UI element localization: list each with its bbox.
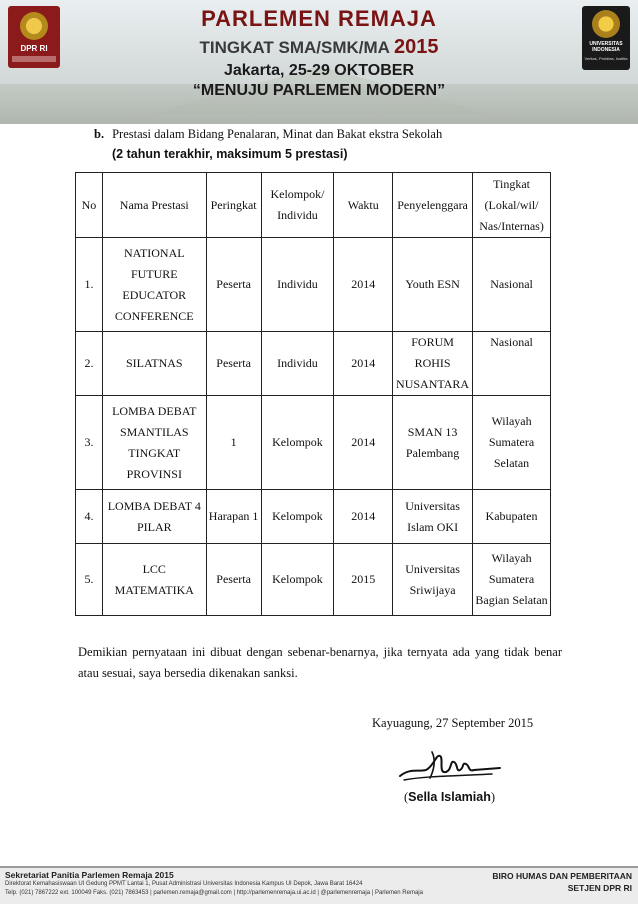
cell-nama: LOMBA DEBAT 4 PILAR xyxy=(102,490,206,544)
section-note: (2 tahun terakhir, maksimum 5 prestasi) xyxy=(112,147,348,161)
dpr-ri-logo-text: DPR RI xyxy=(20,44,48,53)
signature-icon xyxy=(396,746,506,786)
letterhead-footer xyxy=(0,866,638,904)
cell-nama: LCC MATEMATIKA xyxy=(102,544,206,616)
cell-tingkat: Nasional xyxy=(473,238,551,332)
cell-peringkat: Harapan 1 xyxy=(206,490,261,544)
achievement-table xyxy=(75,172,551,616)
cell-kelompok: Kelompok xyxy=(261,490,334,544)
signer-name-text: Sella Islamiah xyxy=(408,790,491,804)
header-cell: Peringkat xyxy=(206,173,261,238)
event-title: PARLEMEN REMAJA xyxy=(201,6,437,31)
cell-penyelenggara: SMAN 13 Palembang xyxy=(393,396,473,490)
cell-no: 4. xyxy=(76,490,103,544)
cell-waktu: 2014 xyxy=(334,238,393,332)
header-cell: No xyxy=(76,173,103,238)
event-level: TINGKAT SMA/SMK/MA xyxy=(199,38,390,57)
makara-emblem-icon xyxy=(592,10,620,38)
cell-waktu: 2014 xyxy=(334,332,393,396)
table-row xyxy=(76,396,551,490)
cell-kelompok: Individu xyxy=(261,238,334,332)
cell-peringkat: 1 xyxy=(206,396,261,490)
header-cell: Nama Prestasi xyxy=(102,173,206,238)
cell-peringkat: Peserta xyxy=(206,332,261,396)
cell-waktu: 2015 xyxy=(334,544,393,616)
table-row xyxy=(76,332,551,396)
closing-statement: Demikian pernyataan ini dibuat dengan sebenar-benarnya, jika ternyata ada yang tidak benar atau sesuai, saya bersedia dikenakan sanksi. xyxy=(78,645,562,680)
cell-no: 3. xyxy=(76,396,103,490)
cell-tingkat: Kabupaten xyxy=(473,490,551,544)
header-cell: Kelompok/ Individu xyxy=(261,173,334,238)
cell-penyelenggara: Youth ESN xyxy=(393,238,473,332)
cell-no: 1. xyxy=(76,238,103,332)
footer-address: Direktorat Kemahasiswaan UI Gedung PPMT Lantai 1, Pusat Administrasi Universitas Indonesia Kampus UI Depok, Jawa Barat 16424 xyxy=(5,881,363,887)
event-place-date: Jakarta, 25-29 OKTOBER xyxy=(223,62,414,79)
cell-waktu: 2014 xyxy=(334,396,393,490)
cell-peringkat: Peserta xyxy=(206,238,261,332)
ui-logo-motto: Veritas, Probitas, Iustitia xyxy=(584,56,628,61)
cell-no: 5. xyxy=(76,544,103,616)
cell-penyelenggara: Universitas Islam OKI xyxy=(393,490,473,544)
cell-tingkat: Wilayah Sumatera Selatan xyxy=(473,396,551,490)
event-year: 2015 xyxy=(394,36,439,58)
header-cell: Tingkat (Lokal/wil/ Nas/Internas) xyxy=(473,173,551,238)
ui-logo-text: UNIVERSITAS INDONESIA xyxy=(589,41,623,53)
cell-penyelenggara: Universitas Sriwijaya xyxy=(393,544,473,616)
footer-division: BIRO HUMAS DAN PEMBERITAAN xyxy=(492,871,632,881)
cell-peringkat: Peserta xyxy=(206,544,261,616)
table-row xyxy=(76,490,551,544)
footer-org: Sekretariat Panitia Parlemen Remaja 2015 xyxy=(5,870,174,880)
cell-nama: SILATNAS xyxy=(102,332,206,396)
cell-no: 2. xyxy=(76,332,103,396)
signer-name: (Sella Islamiah) xyxy=(404,790,496,804)
cell-kelompok: Kelompok xyxy=(261,544,334,616)
cell-nama: NATIONAL FUTURE EDUCATOR CONFERENCE xyxy=(102,238,206,332)
cell-kelompok: Kelompok xyxy=(261,396,334,490)
cell-tingkat: Nasional xyxy=(473,332,551,396)
cell-nama: LOMBA DEBAT SMANTILAS TINGKAT PROVINSI xyxy=(102,396,206,490)
table-row xyxy=(76,238,551,332)
event-subtitle xyxy=(0,36,638,59)
section-heading xyxy=(94,127,442,142)
universitas-indonesia-logo xyxy=(582,6,630,70)
cell-penyelenggara: FORUM ROHIS NUSANTARA xyxy=(393,332,473,396)
table-header-row xyxy=(76,173,551,238)
cell-kelompok: Individu xyxy=(261,332,334,396)
header-cell: Penyelenggara xyxy=(393,173,473,238)
letterhead-banner xyxy=(0,0,638,124)
event-theme: “MENUJU PARLEMEN MODERN” xyxy=(192,82,446,99)
section-title: Prestasi dalam Bidang Penalaran, Minat dan Bakat ekstra Sekolah xyxy=(112,127,443,141)
section-marker: b. xyxy=(94,127,105,141)
footer-contact: Telp. (021) 7867222 ext. 100049 Faks. (021) 7863453 | parlemen.remaja@gmail.com | http://parlemenremaja.ui.ac.id | @parlemenremaja | Parlemen Remaja xyxy=(5,890,423,896)
footer-institution: SETJEN DPR RI xyxy=(567,883,632,893)
cell-waktu: 2014 xyxy=(334,490,393,544)
place-date-line: Kayuagung, 27 September 2015 xyxy=(372,716,534,730)
table-row xyxy=(76,544,551,616)
header-cell: Waktu xyxy=(334,173,393,238)
cell-tingkat: Wilayah Sumatera Bagian Selatan xyxy=(473,544,551,616)
